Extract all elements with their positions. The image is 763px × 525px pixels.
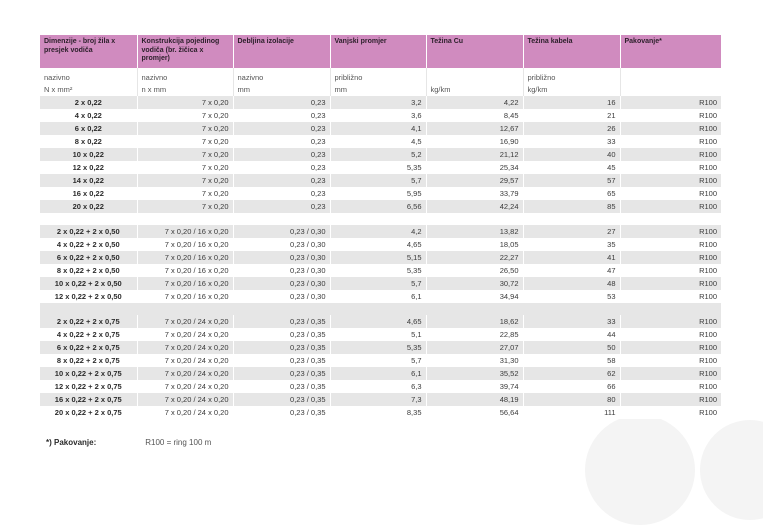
col-cable-weight-cell: 33 xyxy=(523,315,620,328)
col-construction-cell: 7 x 0,20 / 24 x 0,20 xyxy=(137,406,233,419)
col-cable-weight-cell: 80 xyxy=(523,393,620,406)
col-construction-cell: 7 x 0,20 xyxy=(137,96,233,109)
col-insulation-cell: 0,23 / 0,30 xyxy=(233,251,330,264)
col-cu-weight-cell: 12,67 xyxy=(426,122,523,135)
header-row xyxy=(40,35,721,68)
units-row-qualifier xyxy=(40,68,721,84)
col-dimensions-header: Dimenzije - broj žila x presjek vodiča xyxy=(40,35,137,68)
col-dimensions-cell: 6 x 0,22 + 2 x 0,75 xyxy=(40,341,137,354)
cable-spec-table-container xyxy=(40,35,721,419)
col-outer-diameter-cell: 4,2 xyxy=(330,225,426,238)
col-insulation-cell: 0,23 xyxy=(233,96,330,109)
col-insulation-cell: 0,23 xyxy=(233,174,330,187)
col-cable-weight-cell: 44 xyxy=(523,328,620,341)
col-packaging-cell: R100 xyxy=(620,277,721,290)
table-row xyxy=(40,367,721,380)
col-packaging-unit xyxy=(620,84,721,96)
footnote-label: *) Pakovanje: xyxy=(46,438,97,447)
col-dimensions-cell: 8 x 0,22 xyxy=(40,135,137,148)
col-cu-weight-cell: 39,74 xyxy=(426,380,523,393)
col-insulation-cell: 0,23 xyxy=(233,122,330,135)
cable-spec-table xyxy=(40,35,721,419)
col-packaging-cell: R100 xyxy=(620,238,721,251)
col-cu-weight-cell: 8,45 xyxy=(426,109,523,122)
col-construction-cell: 7 x 0,20 xyxy=(137,109,233,122)
col-dimensions-cell: 4 x 0,22 + 2 x 0,50 xyxy=(40,238,137,251)
col-packaging-cell: R100 xyxy=(620,161,721,174)
col-packaging-cell: R100 xyxy=(620,406,721,419)
col-dimensions-cell: 16 x 0,22 + 2 x 0,75 xyxy=(40,393,137,406)
col-packaging-cell: R100 xyxy=(620,264,721,277)
col-dimensions-cell: 12 x 0,22 + 2 x 0,75 xyxy=(40,380,137,393)
col-dimensions-cell: 8 x 0,22 + 2 x 0,50 xyxy=(40,264,137,277)
col-cu-weight-header: Težina Cu xyxy=(426,35,523,68)
col-cable-weight-unit: kg/km xyxy=(523,84,620,96)
col-dimensions-cell: 4 x 0,22 xyxy=(40,109,137,122)
col-outer-diameter-cell: 5,15 xyxy=(330,251,426,264)
col-construction-cell: 7 x 0,20 / 24 x 0,20 xyxy=(137,380,233,393)
col-cu-weight-cell: 31,30 xyxy=(426,354,523,367)
col-cu-weight-unit: kg/km xyxy=(426,84,523,96)
table-row xyxy=(40,315,721,328)
col-insulation-cell: 0,23 xyxy=(233,200,330,213)
col-dimensions-cell: 6 x 0,22 xyxy=(40,122,137,135)
col-packaging-cell: R100 xyxy=(620,380,721,393)
col-outer-diameter-cell: 3,2 xyxy=(330,96,426,109)
table-header xyxy=(40,35,721,68)
col-cu-weight-cell: 48,19 xyxy=(426,393,523,406)
col-cu-weight-cell: 22,85 xyxy=(426,328,523,341)
col-dimensions-cell: 2 x 0,22 + 2 x 0,50 xyxy=(40,225,137,238)
table-row xyxy=(40,406,721,419)
col-cable-weight-cell: 47 xyxy=(523,264,620,277)
units-row-unit xyxy=(40,84,721,96)
col-outer-diameter-cell: 3,6 xyxy=(330,109,426,122)
col-insulation-cell: 0,23 / 0,35 xyxy=(233,341,330,354)
col-dimensions-cell: 12 x 0,22 xyxy=(40,161,137,174)
col-cable-weight-cell: 35 xyxy=(523,238,620,251)
col-construction-cell: 7 x 0,20 / 24 x 0,20 xyxy=(137,354,233,367)
col-outer-diameter-cell: 7,3 xyxy=(330,393,426,406)
col-dimensions-cell: 2 x 0,22 xyxy=(40,96,137,109)
group-single-conductor xyxy=(40,96,721,213)
col-outer-diameter-cell: 4,1 xyxy=(330,122,426,135)
col-outer-diameter-cell: 4,5 xyxy=(330,135,426,148)
col-packaging-cell: R100 xyxy=(620,393,721,406)
table-row xyxy=(40,238,721,251)
col-insulation-header: Debljina izolacije xyxy=(233,35,330,68)
col-dimensions-cell: 10 x 0,22 + 2 x 0,75 xyxy=(40,367,137,380)
col-dimensions-cell: 20 x 0,22 + 2 x 0,75 xyxy=(40,406,137,419)
col-cu-weight-cell: 26,50 xyxy=(426,264,523,277)
table-row xyxy=(40,174,721,187)
col-outer-diameter-cell: 5,7 xyxy=(330,354,426,367)
col-cu-weight-cell: 22,27 xyxy=(426,251,523,264)
col-packaging-cell: R100 xyxy=(620,187,721,200)
col-cu-weight-cell: 30,72 xyxy=(426,277,523,290)
col-construction-cell: 7 x 0,20 / 24 x 0,20 xyxy=(137,393,233,406)
col-dimensions-cell: 8 x 0,22 + 2 x 0,75 xyxy=(40,354,137,367)
col-cable-weight-cell: 85 xyxy=(523,200,620,213)
col-packaging-cell: R100 xyxy=(620,96,721,109)
col-cable-weight-cell: 45 xyxy=(523,161,620,174)
col-packaging-cell: R100 xyxy=(620,135,721,148)
col-construction-cell: 7 x 0,20 / 16 x 0,20 xyxy=(137,264,233,277)
col-dimensions-cell: 10 x 0,22 xyxy=(40,148,137,161)
col-dimensions-cell: 10 x 0,22 + 2 x 0,50 xyxy=(40,277,137,290)
col-construction-cell: 7 x 0,20 / 24 x 0,20 xyxy=(137,315,233,328)
col-outer-diameter-cell: 8,35 xyxy=(330,406,426,419)
col-outer-diameter-cell: 6,3 xyxy=(330,380,426,393)
col-cu-weight-cell: 29,57 xyxy=(426,174,523,187)
table-row xyxy=(40,135,721,148)
col-dimensions-cell: 6 x 0,22 + 2 x 0,50 xyxy=(40,251,137,264)
col-construction-cell: 7 x 0,20 / 16 x 0,20 xyxy=(137,251,233,264)
col-packaging-cell: R100 xyxy=(620,341,721,354)
col-insulation-cell: 0,23 / 0,35 xyxy=(233,367,330,380)
col-insulation-cell: 0,23 xyxy=(233,135,330,148)
col-insulation-cell: 0,23 / 0,35 xyxy=(233,393,330,406)
col-construction-cell: 7 x 0,20 xyxy=(137,122,233,135)
col-dimensions-cell: 14 x 0,22 xyxy=(40,174,137,187)
col-cu-weight-cell: 18,05 xyxy=(426,238,523,251)
col-outer-diameter-cell: 4,65 xyxy=(330,238,426,251)
col-dimensions-cell: 4 x 0,22 + 2 x 0,75 xyxy=(40,328,137,341)
col-cable-weight-cell: 65 xyxy=(523,187,620,200)
col-cu-weight-cell: 33,79 xyxy=(426,187,523,200)
col-dimensions-unit: nazivno xyxy=(44,73,70,82)
col-outer-diameter-unit: mm xyxy=(330,84,426,96)
col-outer-diameter-cell: 6,1 xyxy=(330,367,426,380)
col-cable-weight-cell: 53 xyxy=(523,290,620,303)
col-cu-weight-cell: 27,07 xyxy=(426,341,523,354)
col-construction-cell: 7 x 0,20 / 24 x 0,20 xyxy=(137,341,233,354)
col-outer-diameter-cell: 5,35 xyxy=(330,161,426,174)
col-cu-weight-cell: 35,52 xyxy=(426,367,523,380)
group-with-0-50 xyxy=(40,225,721,303)
col-construction-cell: 7 x 0,20 xyxy=(137,148,233,161)
col-construction-unit: n x mm xyxy=(137,84,233,96)
table-row xyxy=(40,161,721,174)
col-cable-weight-cell: 33 xyxy=(523,135,620,148)
table-row xyxy=(40,122,721,135)
col-packaging-cell: R100 xyxy=(620,109,721,122)
col-insulation-cell: 0,23 / 0,30 xyxy=(233,290,330,303)
col-construction-cell: 7 x 0,20 xyxy=(137,161,233,174)
col-insulation-cell: 0,23 / 0,30 xyxy=(233,225,330,238)
col-insulation-unit: mm xyxy=(233,84,330,96)
table-row xyxy=(40,200,721,213)
col-packaging-cell: R100 xyxy=(620,328,721,341)
table-row xyxy=(40,341,721,354)
col-packaging-cell: R100 xyxy=(620,174,721,187)
col-cable-weight-cell: 16 xyxy=(523,96,620,109)
col-outer-diameter-cell: 5,35 xyxy=(330,341,426,354)
col-construction-cell: 7 x 0,20 / 24 x 0,20 xyxy=(137,328,233,341)
col-cu-weight-cell: 42,24 xyxy=(426,200,523,213)
table-row xyxy=(40,148,721,161)
col-outer-diameter-cell: 5,2 xyxy=(330,148,426,161)
col-dimensions-cell: 20 x 0,22 xyxy=(40,200,137,213)
col-construction-header: Konstrukcija pojedinog vodiča (br. žičica x promjer) xyxy=(137,35,233,68)
col-cable-weight-cell: 66 xyxy=(523,380,620,393)
col-outer-diameter-cell: 6,56 xyxy=(330,200,426,213)
col-construction-cell: 7 x 0,20 / 16 x 0,20 xyxy=(137,225,233,238)
col-construction-cell: 7 x 0,20 xyxy=(137,200,233,213)
group-with-0-75 xyxy=(40,315,721,419)
table-row xyxy=(40,380,721,393)
col-cable-weight-cell: 111 xyxy=(523,406,620,419)
table-row xyxy=(40,225,721,238)
col-cable-weight-header: Težina kabela xyxy=(523,35,620,68)
table-row xyxy=(40,277,721,290)
col-insulation-cell: 0,23 / 0,30 xyxy=(233,238,330,251)
units-section xyxy=(40,68,721,96)
col-insulation-cell: 0,23 / 0,35 xyxy=(233,328,330,341)
col-outer-diameter-cell: 5,7 xyxy=(330,277,426,290)
col-cable-weight-cell: 27 xyxy=(523,225,620,238)
col-cu-weight-cell: 34,94 xyxy=(426,290,523,303)
col-dimensions-cell: 2 x 0,22 + 2 x 0,75 xyxy=(40,315,137,328)
col-insulation-cell: 0,23 / 0,30 xyxy=(233,277,330,290)
col-construction-cell: 7 x 0,20 xyxy=(137,135,233,148)
col-insulation-cell: 0,23 / 0,35 xyxy=(233,354,330,367)
col-insulation-cell: 0,23 xyxy=(233,148,330,161)
col-outer-diameter-cell: 6,1 xyxy=(330,290,426,303)
col-packaging-cell: R100 xyxy=(620,290,721,303)
col-cable-weight-unit: približno xyxy=(523,68,620,84)
col-insulation-cell: 0,23 xyxy=(233,161,330,174)
table-row xyxy=(40,328,721,341)
col-outer-diameter-header: Vanjski promjer xyxy=(330,35,426,68)
col-dimensions-cell: 16 x 0,22 xyxy=(40,187,137,200)
table-row xyxy=(40,264,721,277)
col-packaging-cell: R100 xyxy=(620,315,721,328)
col-cu-weight-cell: 4,22 xyxy=(426,96,523,109)
col-insulation-cell: 0,23 / 0,35 xyxy=(233,380,330,393)
col-outer-diameter-cell: 5,1 xyxy=(330,328,426,341)
col-outer-diameter-cell: 5,7 xyxy=(330,174,426,187)
col-cable-weight-cell: 41 xyxy=(523,251,620,264)
col-dimensions-cell: 12 x 0,22 + 2 x 0,50 xyxy=(40,290,137,303)
col-outer-diameter-cell: 4,65 xyxy=(330,315,426,328)
col-cable-weight-cell: 58 xyxy=(523,354,620,367)
col-cable-weight-cell: 21 xyxy=(523,109,620,122)
table-row xyxy=(40,290,721,303)
col-outer-diameter-cell: 5,35 xyxy=(330,264,426,277)
col-insulation-cell: 0,23 / 0,35 xyxy=(233,406,330,419)
col-cable-weight-cell: 57 xyxy=(523,174,620,187)
col-insulation-cell: 0,23 / 0,35 xyxy=(233,315,330,328)
col-packaging-cell: R100 xyxy=(620,354,721,367)
col-packaging-cell: R100 xyxy=(620,122,721,135)
col-insulation-cell: 0,23 xyxy=(233,109,330,122)
col-cu-weight-cell: 16,90 xyxy=(426,135,523,148)
col-cu-weight-unit xyxy=(426,68,523,84)
col-packaging-cell: R100 xyxy=(620,200,721,213)
col-dimensions-unit: N x mm² xyxy=(44,85,73,94)
col-cu-weight-cell: 21,12 xyxy=(426,148,523,161)
col-construction-cell: 7 x 0,20 / 16 x 0,20 xyxy=(137,277,233,290)
col-construction-cell: 7 x 0,20 / 16 x 0,20 xyxy=(137,238,233,251)
col-insulation-cell: 0,23 / 0,30 xyxy=(233,264,330,277)
group-spacer xyxy=(40,213,721,225)
decorative-circle xyxy=(585,415,695,525)
col-construction-unit: nazivno xyxy=(137,68,233,84)
col-cable-weight-cell: 50 xyxy=(523,341,620,354)
col-cu-weight-cell: 18,62 xyxy=(426,315,523,328)
col-cu-weight-cell: 13,82 xyxy=(426,225,523,238)
col-cable-weight-cell: 40 xyxy=(523,148,620,161)
table-row xyxy=(40,109,721,122)
col-construction-cell: 7 x 0,20 / 16 x 0,20 xyxy=(137,290,233,303)
col-outer-diameter-cell: 5,95 xyxy=(330,187,426,200)
col-outer-diameter-unit: približno xyxy=(330,68,426,84)
decorative-circle xyxy=(700,420,763,520)
col-construction-cell: 7 x 0,20 xyxy=(137,174,233,187)
footnote-value: R100 = ring 100 m xyxy=(145,438,212,447)
col-cu-weight-cell: 56,64 xyxy=(426,406,523,419)
col-packaging-cell: R100 xyxy=(620,251,721,264)
col-construction-cell: 7 x 0,20 / 24 x 0,20 xyxy=(137,367,233,380)
col-packaging-cell: R100 xyxy=(620,367,721,380)
table-row xyxy=(40,251,721,264)
col-insulation-unit: nazivno xyxy=(233,68,330,84)
col-cable-weight-cell: 62 xyxy=(523,367,620,380)
col-packaging-cell: R100 xyxy=(620,225,721,238)
col-packaging-cell: R100 xyxy=(620,148,721,161)
table-row xyxy=(40,187,721,200)
table-row xyxy=(40,393,721,406)
group-spacer xyxy=(40,303,721,315)
col-construction-cell: 7 x 0,20 xyxy=(137,187,233,200)
col-cable-weight-cell: 26 xyxy=(523,122,620,135)
col-packaging-unit xyxy=(620,68,721,84)
col-packaging-header: Pakovanje* xyxy=(620,35,721,68)
footnote xyxy=(46,438,211,447)
col-cable-weight-cell: 48 xyxy=(523,277,620,290)
col-insulation-cell: 0,23 xyxy=(233,187,330,200)
col-cu-weight-cell: 25,34 xyxy=(426,161,523,174)
table-row xyxy=(40,96,721,109)
table-row xyxy=(40,354,721,367)
